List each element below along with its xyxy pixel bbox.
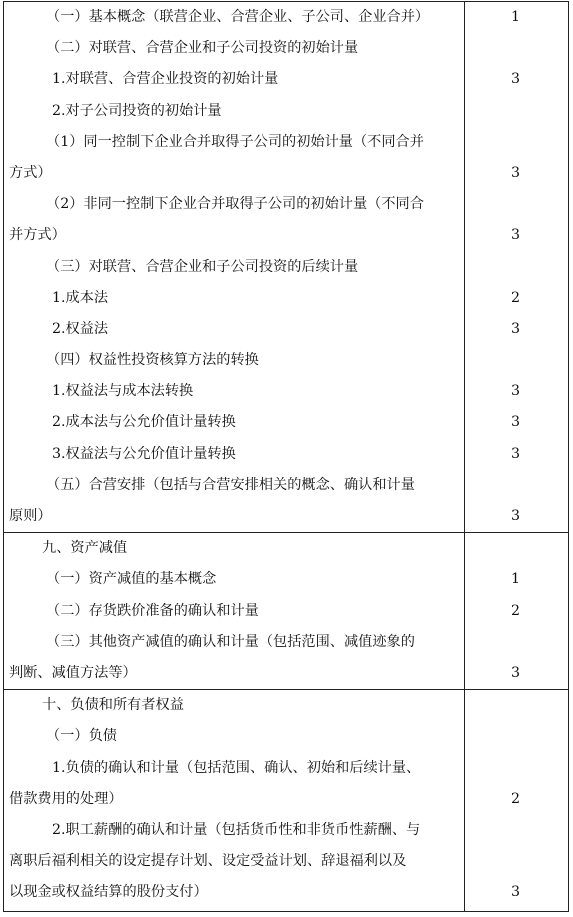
requirement-level <box>465 33 568 64</box>
topic-text-line: 十、负债和所有者权益 <box>42 697 184 714</box>
requirement-level <box>465 345 568 376</box>
syllabus-table-frame <box>3 1 569 913</box>
topic-text-line: 1.成本法 <box>52 289 109 306</box>
topic-text-line: （一）负债 <box>46 728 117 745</box>
requirement-level <box>465 690 568 721</box>
requirement-level: 1 <box>510 9 521 25</box>
level-spacer <box>465 470 568 501</box>
requirement-level: 3 <box>510 227 521 244</box>
topic-text-line: 判断、减值方法等） <box>9 664 137 681</box>
requirement-level <box>465 533 568 564</box>
topic-text-line: （二）对联营、合营企业和子公司投资的初始计量 <box>46 40 359 57</box>
topic-text-line: （一）资产减值的基本概念 <box>46 571 217 588</box>
level-spacer <box>465 127 568 158</box>
topic-text-line: （三）其他资产减值的确认和计量（包括范围、减值迹象的 <box>46 633 415 650</box>
requirement-level: 2 <box>510 289 521 306</box>
requirement-level: 3 <box>510 383 521 400</box>
topic-cell <box>4 533 465 690</box>
table-block-row <box>4 533 569 690</box>
topic-text-line: 1.权益法与成本法转换 <box>52 383 194 400</box>
topic-text-line: 九、资产减值 <box>42 540 128 557</box>
topic-text-line: 借款费用的处理） <box>9 790 123 807</box>
requirement-level <box>465 96 568 127</box>
topic-text-line: （一）基本概念（联营企业、合营企业、子公司、企业合并） <box>46 9 430 25</box>
requirement-level: 3 <box>510 320 521 337</box>
topic-text-line: （五）合营安排（包括与合营安排相关的概念、确认和计量 <box>46 476 415 493</box>
level-cell <box>465 533 569 690</box>
requirement-level: 3 <box>510 884 521 901</box>
topic-text-line: 离职后福利相关的设定提存计划、设定受益计划、辞退福利以及 <box>9 853 407 870</box>
topic-text-line: （2）非同一控制下企业合并取得子公司的初始计量（不同合 <box>46 196 424 213</box>
syllabus-table-body <box>4 2 569 912</box>
level-cell <box>465 690 569 912</box>
topic-text-line: 2.职工薪酬的确认和计量（包括货币性和非货币性薪酬、与 <box>52 821 421 838</box>
level-spacer <box>465 815 568 846</box>
table-block-row <box>4 690 569 912</box>
requirement-level: 3 <box>510 164 521 181</box>
topic-text-line: 以现金或权益结算的股份支付） <box>9 884 208 901</box>
topic-text-line: （1）同一控制下企业合并取得子公司的初始计量（不同合并 <box>46 133 424 150</box>
topic-text-line: （四）权益性投资核算方法的转换 <box>46 352 259 369</box>
level-spacer <box>465 627 568 658</box>
topic-text-line: 3.权益法与公允价值计量转换 <box>52 445 236 462</box>
table-block-row <box>4 2 569 533</box>
requirement-level <box>465 252 568 283</box>
requirement-level: 3 <box>510 445 521 462</box>
topic-cell <box>4 690 465 912</box>
topic-text-line: 1.负债的确认和计量（包括范围、确认、初始和后续计量、 <box>52 759 421 776</box>
level-spacer <box>465 846 568 877</box>
topic-text-line: 1.对联营、合营企业投资的初始计量 <box>52 71 279 88</box>
requirement-level: 3 <box>510 71 521 88</box>
topic-text-line: 方式） <box>9 164 52 181</box>
topic-text-line: 并方式） <box>9 227 66 244</box>
level-spacer <box>465 753 568 784</box>
topic-text-line: 2.成本法与公允价值计量转换 <box>52 414 236 431</box>
requirement-level: 3 <box>510 664 521 681</box>
requirement-level: 2 <box>510 602 521 619</box>
topic-text-line: 2.权益法 <box>52 320 109 337</box>
topic-cell <box>4 2 465 533</box>
syllabus-table <box>3 1 569 912</box>
requirement-level: 3 <box>510 414 521 431</box>
topic-text-line: （三）对联营、合营企业和子公司投资的后续计量 <box>46 258 359 275</box>
requirement-level: 1 <box>510 571 521 588</box>
level-spacer <box>465 189 568 220</box>
requirement-level <box>465 721 568 752</box>
topic-text-line: 原则） <box>9 508 52 524</box>
topic-text-line: （二）存货跌价准备的确认和计量 <box>46 602 259 619</box>
requirement-level: 3 <box>510 508 521 524</box>
requirement-level: 2 <box>510 790 521 807</box>
topic-text-line: 2.对子公司投资的初始计量 <box>52 102 222 119</box>
level-cell <box>465 2 569 533</box>
